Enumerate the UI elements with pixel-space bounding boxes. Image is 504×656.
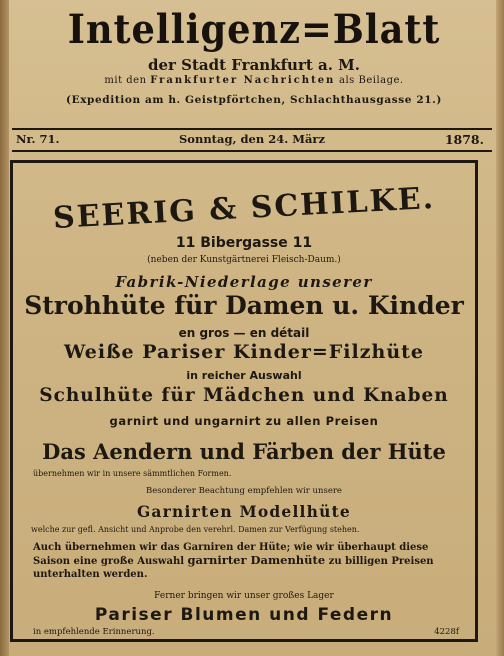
- binding-spine: [0, 0, 9, 656]
- garniren-text-2: zu billigen Preisen unterhalten werden.: [33, 556, 434, 580]
- brand-name: SEERIG & SCHILKE.: [52, 181, 436, 236]
- masthead-title: Intelligenz=Blatt: [67, 6, 441, 53]
- shop-address: 11 Bibergasse 11: [175, 235, 313, 251]
- aendern-headline: Das Aendern und Färben der Hüte: [42, 439, 446, 464]
- schulhuete-headline: Schulhüte für Mädchen und Knaben: [39, 385, 449, 406]
- strohhuete-headline: Strohhüte für Damen u. Kinder: [24, 291, 464, 320]
- masthead-beilage: [12, 74, 496, 87]
- garniren-paragraph: [33, 541, 467, 581]
- ferner-line: Ferner bringen wir unser großes Lager: [154, 591, 334, 601]
- issue-date: Sonntag, den 24. März: [178, 132, 325, 146]
- filzhuete-headline: Weiße Pariser Kinder=Filzhüte: [63, 341, 424, 363]
- advertisement-box: [10, 160, 478, 642]
- issue-number: Nr. 71.: [16, 132, 60, 146]
- blumen-headline: Pariser Blumen und Federn: [94, 605, 394, 625]
- engros-line: en gros — en détail: [178, 326, 310, 340]
- masthead-expedition: (Expedition am h. Geistpförtchen, Schlachthausgasse 21.): [66, 94, 442, 106]
- page-edge: [496, 0, 504, 656]
- beilage-pre: mit den: [104, 75, 147, 86]
- ansicht-line: welche zur gefl. Ansicht und Anprobe den verehrl. Damen zur Verfügung stehen.: [31, 525, 360, 534]
- empfehlen-line: Besonderer Beachtung empfehlen wir unsere: [146, 486, 342, 496]
- formen-line: übernehmen wir in unsere sämmtlichen Formen.: [33, 469, 232, 478]
- auswahl-line: in reicher Auswahl: [186, 369, 302, 382]
- masthead-city: der Stadt Frankfurt a. M.: [148, 56, 360, 74]
- fabrik-line: Fabrik-Niederlage unserer: [115, 273, 373, 291]
- rule-bottom: [12, 150, 492, 152]
- issue-year: 1878.: [444, 132, 484, 147]
- ad-number: 4228f: [434, 627, 459, 637]
- garniren-emphasis: garnirter Damenhüte: [187, 553, 326, 567]
- rule-top: [12, 128, 492, 130]
- garniren-text-1: Auch übernehmen wir das Garniren der Hüte; wie wir überhaupt diese Saison eine große Auswahl: [33, 542, 429, 567]
- modellhuete-headline: Garnirten Modellhüte: [137, 502, 351, 521]
- masthead: [12, 6, 496, 107]
- address-note: (neben der Kunstgärtnerei Fleisch-Daum.): [147, 255, 341, 265]
- beilage-name: Frankfurter Nachrichten: [150, 75, 336, 86]
- erinnerung-line: in empfehlende Erinnerung.: [33, 627, 155, 637]
- garnirt-line: garnirt und ungarnirt zu allen Preisen: [109, 414, 379, 428]
- beilage-post: als Beilage.: [339, 75, 404, 86]
- dateline: [16, 132, 488, 148]
- advertisement-content: [19, 173, 469, 637]
